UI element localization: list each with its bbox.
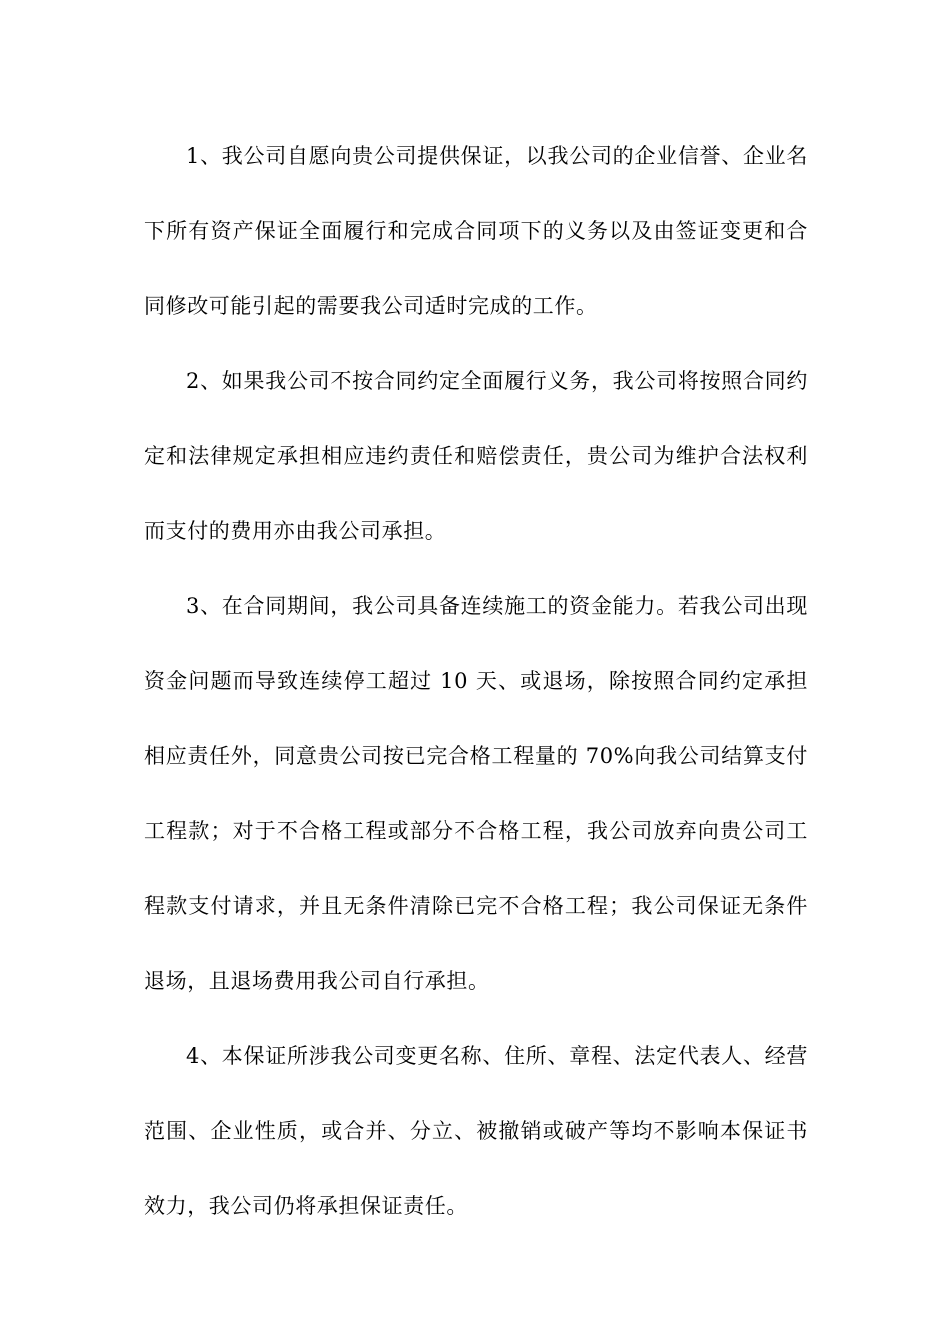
paragraph-2: 2、如果我公司不按合同约定全面履行义务，我公司将按照合同约定和法律规定承担相应违约责任和赔偿责任，贵公司为维护合法权利而支付的费用亦由我公司承担。 xyxy=(144,369,808,543)
paragraph-3: 3、在合同期间，我公司具备连续施工的资金能力。若我公司出现资金问题而导致连续停工超过 10 天、或退场，除按照合同约定承担相应责任外，同意贵公司按已完合格工程量的 70%向我公司结算支付工程款；对于不合格工程或部分不合格工程，我公司放弃向贵公司工程款支付请求，并且无条件清除已完不合格工程；我公司保证无条件退场，且退场费用我公司自行承担。 xyxy=(144,594,808,993)
document-body xyxy=(144,119,808,1244)
paragraph-1: 1、我公司自愿向贵公司提供保证，以我公司的企业信誉、企业名下所有资产保证全面履行和完成合同项下的义务以及由签证变更和合同修改可能引起的需要我公司适时完成的工作。 xyxy=(144,144,808,318)
paragraph-4: 4、本保证所涉我公司变更名称、住所、章程、法定代表人、经营范围、企业性质，或合并、分立、被撤销或破产等均不影响本保证书效力，我公司仍将承担保证责任。 xyxy=(144,1044,808,1218)
